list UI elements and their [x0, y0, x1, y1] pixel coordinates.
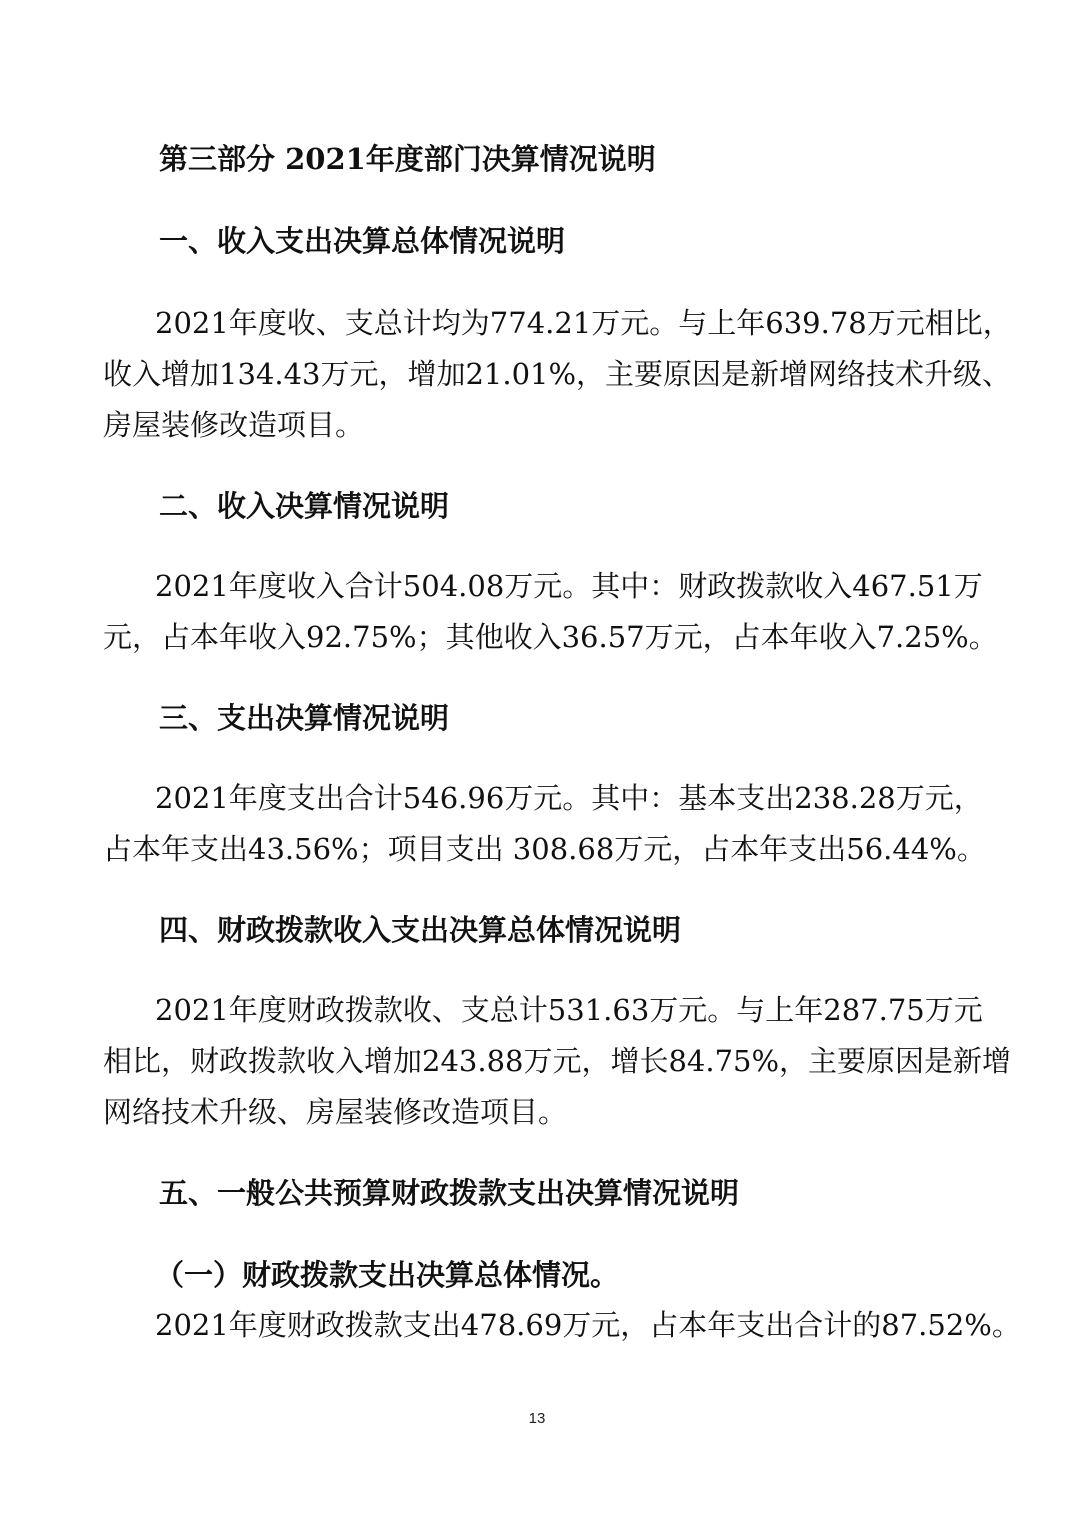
section-4-para-line-2: 相比，财政拨款收入增加243.88万元，增长84.75%，主要原因是新增 [103, 1044, 1012, 1078]
section-2-para-line-1: 2021年度收入合计504.08万元。其中：财政拨款收入467.51万 [155, 569, 983, 603]
section-2-heading: 二、收入决算情况说明 [159, 489, 450, 523]
section-1-para-line-1: 2021年度收、支总计均为774.21万元。与上年639.78万元相比， [155, 306, 1012, 340]
section-5-heading: 五、一般公共预算财政拨款支出决算情况说明 [159, 1176, 740, 1210]
section-4-heading: 四、财政拨款收入支出决算总体情况说明 [159, 913, 682, 947]
section-4-para-line-3: 网络技术升级、房屋装修改造项目。 [103, 1095, 568, 1129]
section-1-para-line-3: 房屋装修改造项目。 [103, 408, 365, 442]
section-3-para-line-2: 占本年支出43.56%；项目支出 308.68万元，占本年支出56.44%。 [103, 832, 986, 866]
section-1-para-line-2: 收入增加134.43万元，增加21.01%，主要原因是新增网络技术升级、 [103, 357, 1012, 391]
page-number: 13 [528, 1410, 546, 1427]
section-3-heading: 三、支出决算情况说明 [159, 701, 450, 735]
section-2-para-line-2: 元，占本年收入92.75%；其他收入36.57万元，占本年收入7.25%。 [103, 620, 998, 654]
section-5-para-line-1: 2021年度财政拨款支出478.69万元，占本年支出合计的87.52%。 [155, 1308, 1021, 1342]
section-1-heading: 一、收入支出决算总体情况说明 [159, 224, 566, 258]
section-3-para-line-1: 2021年度支出合计546.96万元。其中：基本支出238.28万元， [155, 781, 983, 815]
section-4-para-line-1: 2021年度财政拨款收、支总计531.63万元。与上年287.75万元 [155, 993, 983, 1027]
part-title: 第三部分 2021年度部门决算情况说明 [159, 142, 656, 176]
section-5-subheading: （一）财政拨款支出决算总体情况。 [155, 1258, 620, 1292]
